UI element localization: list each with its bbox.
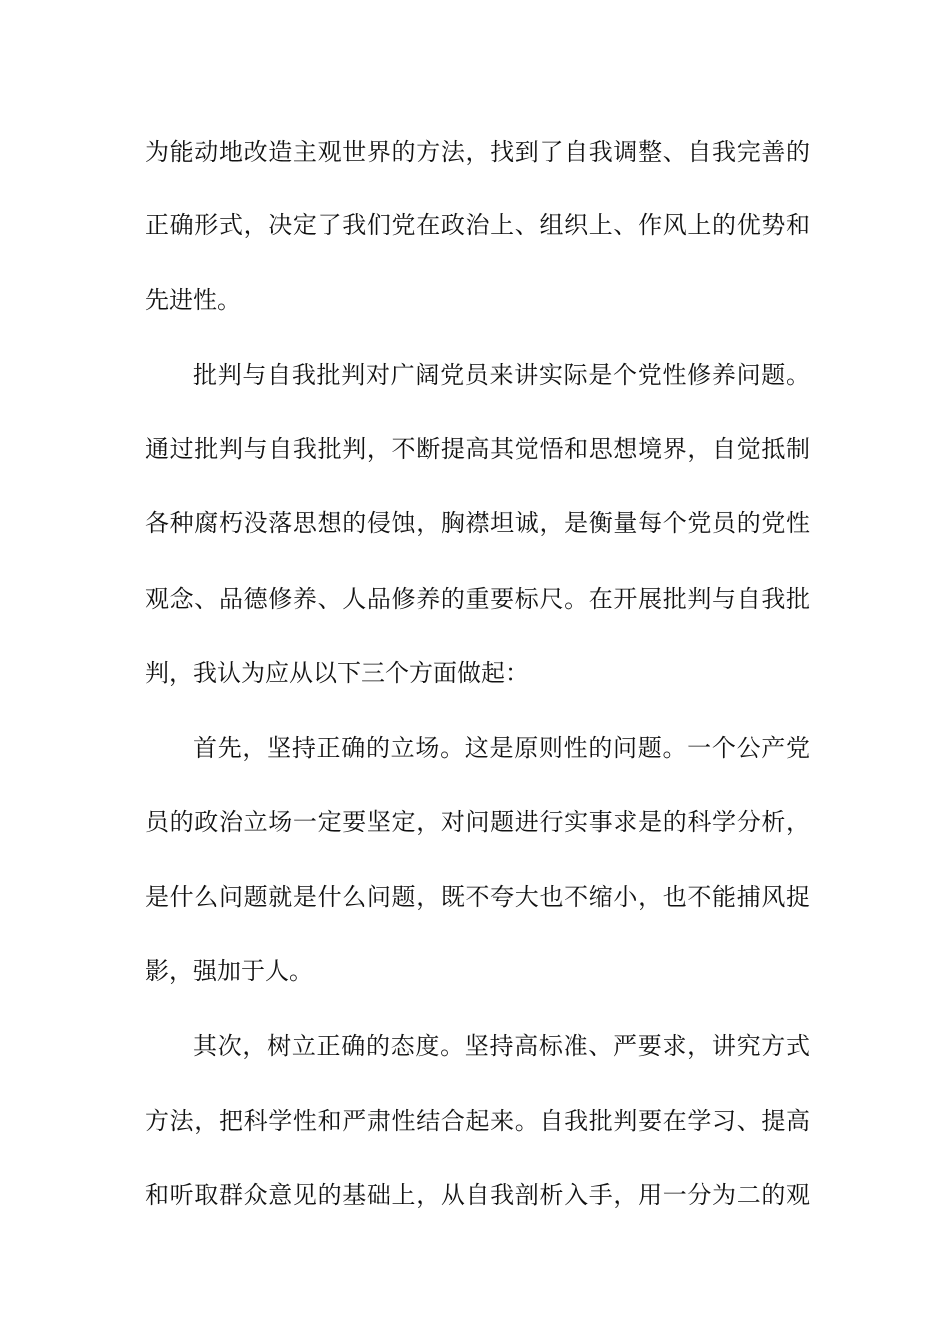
text-line: 影，强加于人。 <box>145 957 313 985</box>
paragraph-first-line: 首先，坚持正确的立场。这是原则性的问题。一个公产党 <box>193 734 810 762</box>
text-line: 观念、品德修养、人品修养的重要标尺。在开展批判与自我批 <box>145 585 810 613</box>
text-line: 正确形式，决定了我们党在政治上、组织上、作风上的优势和 <box>145 211 810 239</box>
paragraph-first-line: 批判与自我批判对广阔党员来讲实际是个党性修养问题。 <box>193 361 810 389</box>
text-line: 为能动地改造主观世界的方法，找到了自我调整、自我完善的 <box>145 138 810 166</box>
text-line: 和听取群众意见的基础上，从自我剖析入手，用一分为二的观 <box>145 1181 810 1209</box>
text-line: 方法，把科学性和严肃性结合起来。自我批判要在学习、提高 <box>145 1107 810 1135</box>
text-line: 通过批判与自我批判，不断提高其觉悟和思想境界，自觉抵制 <box>145 435 810 463</box>
paragraph-first-line: 其次，树立正确的态度。坚持高标准、严要求，讲究方式 <box>193 1032 810 1060</box>
text-line: 先进性。 <box>145 286 241 314</box>
text-line: 各种腐朽没落思想的侵蚀，胸襟坦诚，是衡量每个党员的党性 <box>145 509 810 537</box>
text-line: 是什么问题就是什么问题，既不夸大也不缩小，也不能捕风捉 <box>145 883 810 911</box>
text-line: 判，我认为应从以下三个方面做起： <box>145 659 529 687</box>
text-line: 员的政治立场一定要坚定，对问题进行实事求是的科学分析， <box>145 808 810 836</box>
